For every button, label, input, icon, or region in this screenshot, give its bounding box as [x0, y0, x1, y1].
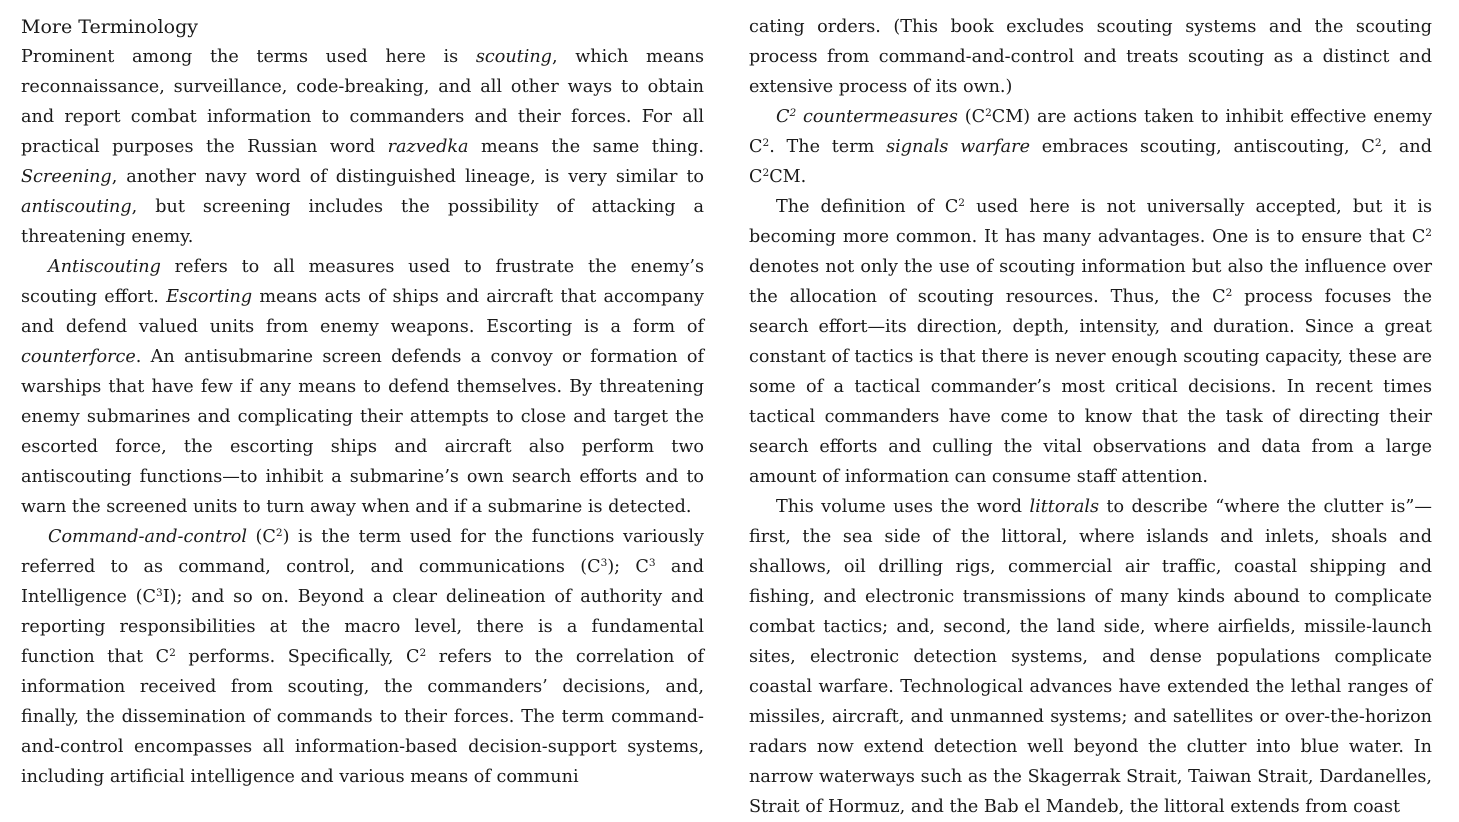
superscript: 2	[762, 167, 770, 180]
section-heading: More Terminology	[21, 16, 198, 38]
paragraph	[749, 102, 1432, 192]
italic-term: Command-and-control	[48, 527, 247, 547]
italic-term: countermeasures	[796, 107, 958, 127]
italic-term: scouting	[475, 47, 552, 67]
italic-term: Screening	[21, 167, 112, 187]
superscript: 3	[648, 557, 656, 570]
superscript: 3	[156, 587, 163, 600]
text-run: embraces scouting, antiscouting, C	[1029, 137, 1375, 157]
text-run: Prominent among the terms used here is	[21, 47, 476, 67]
text-run: refers to all measures used to frustrate the enemy’s scouting effort.	[21, 257, 704, 307]
text-run: ); C	[607, 557, 649, 577]
text-run: to describe “where the clutter is”—first, the sea side of the littoral, where islands and inlets, shoals and shallows, oil drilling rigs, commercial air traffic, coastal shipping and fishing, and electronic transmissions of many kinds abound to complicate combat tactics; and, second, the land side, where airfields, missile-launch sites, electronic detection systems, and dense populations complicate coastal warfare. Technological advances have extended the lethal ranges of missiles, aircraft, and unmanned systems; and satellites or over-the-horizon radars now extend detection well beyond the clutter into blue water. In narrow waterways such as the Skagerrak Strait, Taiwan Strait, Dardanelles, Strait of Hormuz, and the Bab el Mandeb, the littoral extends from coast	[749, 497, 1432, 817]
superscript: 2	[1425, 227, 1432, 240]
text-run: . An antisubmarine screen defends a convoy or formation of warships that have few if any means to defend themselves. By threatening enemy submarines and complicating their attempts to close and target the escorted force, the escorting ships and aircraft also perform two antiscouting functions—to inhibit a submarine’s own search efforts and to warn the screened units to turn away when and if a submarine is detected.	[21, 347, 704, 517]
italic-term: Antiscouting	[48, 257, 161, 277]
right-paragraphs	[749, 12, 1432, 822]
text-run: CM.	[769, 167, 807, 187]
text-run: refers to the correlation of information received from scouting, the commanders’ decisions, and, finally, the dissemination of commands to their forces. The term command-and-control encompasses all information-based decision-support systems, including artificial intelligence and various means of communi	[21, 647, 704, 787]
superscript: 2	[275, 527, 283, 540]
superscript: 2	[958, 197, 966, 210]
superscript: 2	[1374, 137, 1382, 150]
text-run: , but screening includes the possibility of attacking a threatening enemy.	[21, 197, 704, 247]
left-column	[21, 12, 704, 792]
text-run: (C	[957, 107, 986, 127]
text-run: . The term	[769, 137, 887, 157]
text-run: I); and so on. Beyond a clear delineation of authority and reporting responsibilities at the macro level, there is a fundamental function that C	[21, 587, 704, 667]
text-run: cating orders. (This book excludes scouting systems and the scouting process from command-and-control and treats scouting as a distinct and extensive process of its own.)	[749, 17, 1432, 97]
paragraph	[749, 492, 1432, 822]
text-run: , another navy word of distinguished lineage, is very similar to	[111, 167, 704, 187]
text-run: (C	[246, 527, 276, 547]
superscript: 2	[169, 647, 176, 660]
paragraph	[21, 42, 704, 252]
superscript: 2	[419, 647, 427, 660]
superscript: 3	[600, 557, 608, 570]
italic-term: Escorting	[166, 287, 253, 307]
text-run: , which means reconnaissance, surveillance, code-breaking, and all other ways to obtain and report combat information to commanders and their forces. For all practical purposes the Russian word	[21, 47, 704, 157]
right-column	[749, 12, 1432, 822]
paragraph	[21, 252, 704, 522]
text-run: used here is not universally accepted, but it is becoming more common. It has many advantages. One is to ensure that C	[749, 197, 1433, 247]
paragraph	[21, 522, 704, 792]
text-run: ) is the term used for the functions variously referred to as command, control, and communications (C	[21, 527, 704, 577]
text-run: process focuses the search effort—its direction, depth, intensity, and duration. Since a great constant of tactics is that there is never enough scouting capacity, these are some of a tactical commander’s most critical decisions. In recent times tactical commanders have come to know that the task of directing their search efforts and culling the vital observations and data from a large amount of information can consume staff attention.	[749, 287, 1433, 487]
superscript: 2	[762, 137, 770, 150]
italic-term: signals warfare	[886, 137, 1030, 157]
paragraph	[749, 12, 1432, 102]
text-run: CM) are actions taken to inhibit effective enemy C	[749, 107, 1433, 157]
text-run: The definition of C	[776, 197, 959, 217]
italic-term: C	[776, 107, 790, 127]
italic-term: antiscouting	[21, 197, 132, 217]
left-paragraphs	[21, 42, 704, 792]
superscript: 2	[1225, 287, 1233, 300]
superscript: 2	[789, 107, 797, 120]
text-run: , and C	[749, 137, 1432, 187]
italic-term: razvedka	[387, 137, 469, 157]
text-run: denotes not only the use of scouting information but also the influence over the allocation of scouting resources. Thus, the C	[749, 257, 1432, 307]
italic-term: littorals	[1029, 497, 1099, 517]
paragraph	[749, 192, 1432, 492]
text-run: means the same thing.	[468, 137, 704, 157]
text-run: means acts of ships and aircraft that accompany and defend valued units from enemy weapons. Escorting is a form of	[21, 287, 704, 337]
text-run: performs. Specifically, C	[175, 647, 420, 667]
text-run: This volume uses the word	[776, 497, 1030, 517]
italic-term: counterforce	[21, 347, 136, 367]
text-run: and Intelligence (C	[21, 557, 704, 607]
superscript: 2	[985, 107, 992, 120]
